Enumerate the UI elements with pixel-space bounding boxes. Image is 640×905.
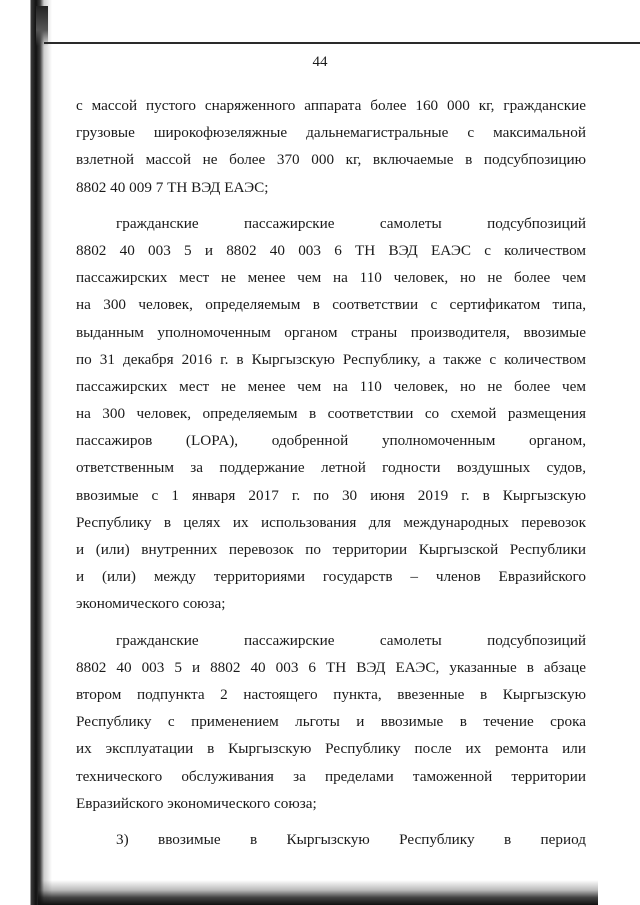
text-line: Республику с применением льготы и ввозимые в течение срока xyxy=(76,713,586,731)
text-line: технического обслуживания за пределами таможенной территории xyxy=(76,767,586,785)
text-line: грузовые широкофюзеляжные дальнемагистральные с максимальной xyxy=(76,124,586,142)
text-line: втором подпункта 2 настоящего пункта, ввезенные в Кыргызскую xyxy=(76,685,586,703)
text-line: 3) ввозимые в Кыргызскую Республику в период xyxy=(116,830,586,848)
text-line: экономического союза; xyxy=(76,595,226,613)
text-line: по 31 декабря 2016 г. в Кыргызскую Республику, а также с количеством xyxy=(76,350,586,368)
text-line: пассажирских мест не менее чем на 110 человек, но не более чем xyxy=(76,269,586,287)
text-line: и (или) внутренних перевозок по территории Кыргызской Республики xyxy=(76,541,586,558)
text-line: и (или) между территориями государств – членов Евразийского xyxy=(76,568,586,586)
paragraph-4 xyxy=(76,826,586,853)
text-line: выданным уполномоченным органом страны производителя, ввозимые xyxy=(76,323,586,341)
text-line: на 300 человек, определяемым в соответствии с сертификатом типа, xyxy=(76,296,586,314)
text-line: ввозимые с 1 января 2017 г. по 30 июня 2019 г. в Кыргызскую xyxy=(76,486,586,504)
paragraph-2 xyxy=(76,210,586,618)
top-scan-edge xyxy=(44,42,640,44)
text-line: 8802 40 003 5 и 8802 40 003 6 ТН ВЭД ЕАЭС с количеством xyxy=(76,241,586,259)
text-line: на 300 человек, определяемым в соответствии со схемой размещения xyxy=(76,405,586,423)
body-text xyxy=(76,92,586,853)
text-line: Республику в целях их использования для международных перевозок xyxy=(76,513,586,531)
binding-mark xyxy=(36,6,48,46)
text-line: Евразийского экономического союза; xyxy=(76,794,317,812)
text-line: взлетной массой не более 370 000 кг, включаемые в подсубпозицию xyxy=(76,151,586,169)
text-line: гражданские пассажирские самолеты подсубпозиций xyxy=(116,631,586,649)
text-line: их эксплуатации в Кыргызскую Республику после их ремонта или xyxy=(76,740,586,758)
page-number: 44 xyxy=(312,54,328,70)
text-line: гражданские пассажирские самолеты подсубпозиций xyxy=(116,214,586,232)
binding-edge xyxy=(0,0,52,905)
text-line: 8802 40 009 7 ТН ВЭД ЕАЭС; xyxy=(76,178,269,196)
text-line: с массой пустого снаряженного аппарата более 160 000 кг, гражданские xyxy=(76,97,586,114)
text-line: ответственным за поддержание летной годности воздушных судов, xyxy=(76,459,586,477)
text-line: пассажиров (LOPA), одобренной уполномоченным органом, xyxy=(76,432,586,450)
text-line: пассажирских мест не менее чем на 110 человек, но не более чем xyxy=(76,377,586,395)
text-line: 8802 40 003 5 и 8802 40 003 6 ТН ВЭД ЕАЭС, указанные в абзаце xyxy=(76,658,586,676)
paragraph-1 xyxy=(76,92,586,201)
paragraph-3 xyxy=(76,627,586,817)
bottom-scan-edge xyxy=(38,880,598,905)
